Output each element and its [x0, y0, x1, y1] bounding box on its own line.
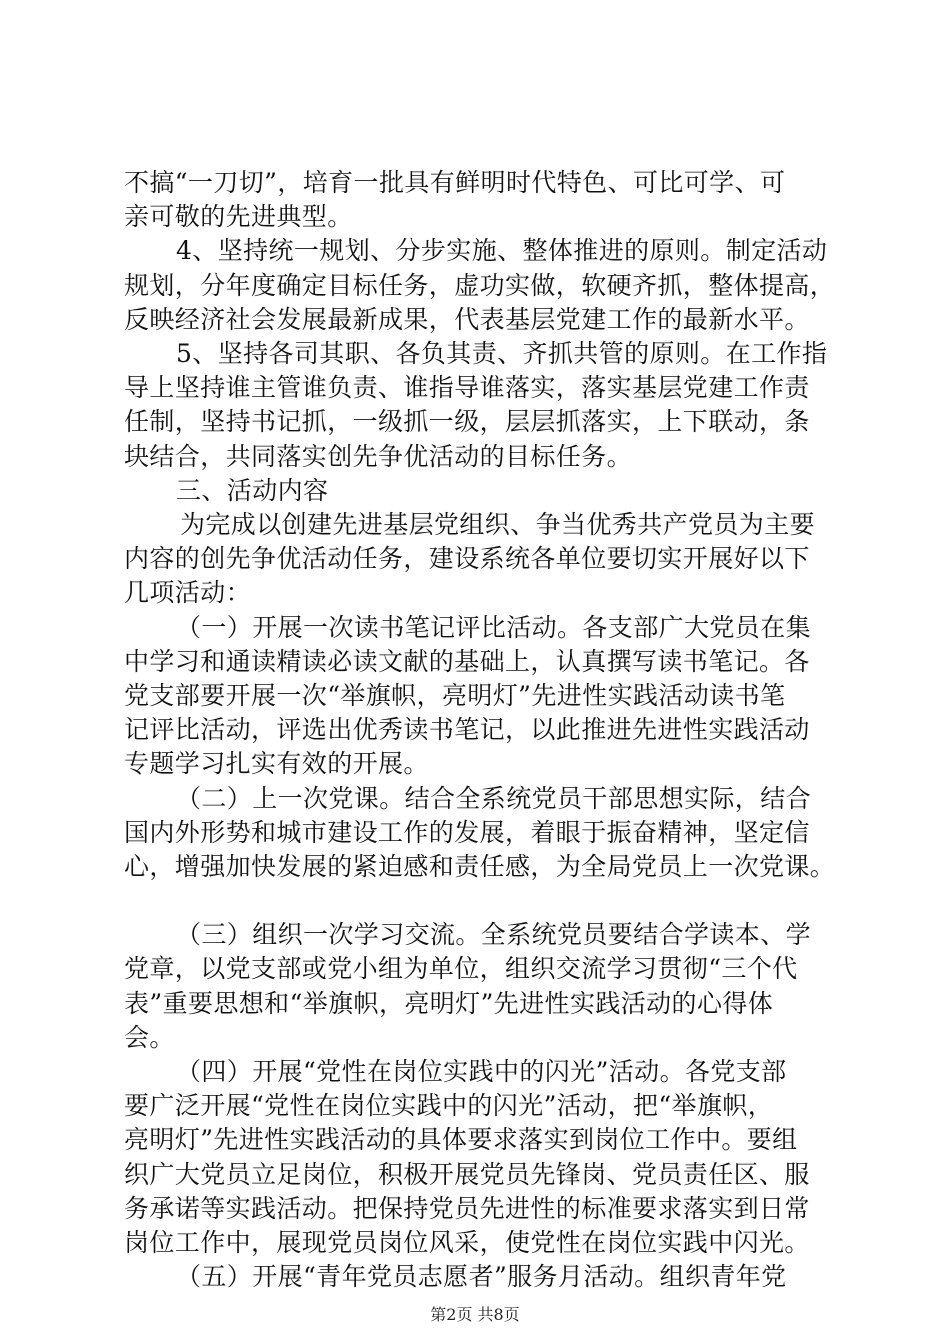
text-line: 亲可敬的先进典型。	[124, 202, 353, 232]
text-line: 要广泛开展“党性在岗位实践中的闪光”活动，把“举旗帜，	[124, 1091, 774, 1121]
text-line: 5、坚持各司其职、各负其责、齐抓共管的原则。在工作指	[176, 339, 828, 369]
text-line: 中学习和通读精读必读文献的基础上，认真撰写读书笔记。各	[124, 646, 810, 676]
text-line: 反映经济社会发展最新成果，代表基层党建工作的最新水平。	[124, 304, 810, 334]
text-line: 规划，分年度确定目标任务，虚功实做，软硬齐抓，整体提高，	[124, 270, 836, 300]
text-line: 亮明灯”先进性实践活动的具体要求落实到岗位工作中。要组	[124, 1125, 798, 1155]
text-line: 为完成以创建先进基层党组织、争当优秀共产党员为主要	[180, 510, 816, 540]
text-line: 会。	[124, 1022, 175, 1052]
text-line: （四）开展“党性在岗位实践中的闪光”活动。各党支部	[176, 1057, 787, 1087]
text-line: 记评比活动，评选出优秀读书笔记，以此推进先进性实践活动	[124, 715, 810, 745]
page-footer: 第2页 共8页	[430, 1305, 520, 1324]
document-body	[124, 166, 844, 1295]
text-line: 心，增强加快发展的紧迫感和责任感，为全局党员上一次党课。	[124, 852, 836, 882]
text-line: （一）开展一次读书笔记评比活动。各支部广大党员在集	[176, 612, 812, 642]
text-line: 内容的创先争优活动任务，建设系统各单位要切实开展好以下	[124, 544, 810, 574]
text-line: 织广大党员立足岗位，积极开展党员先锋岗、党员责任区、服	[124, 1159, 810, 1189]
text-line: （五）开展“青年党员志愿者”服务月活动。组织青年党	[176, 1262, 787, 1292]
text-line: 不搞“一刀切”，培育一批具有鲜明时代特色、可比可学、可	[124, 168, 786, 197]
text-line: 务承诺等实践活动。把保持党员先进性的标准要求落实到日常	[124, 1193, 810, 1223]
text-line: 块结合，共同落实创先争优活动的目标任务。	[124, 441, 633, 471]
text-line: 党支部要开展一次“举旗帜，亮明灯”先进性实践活动读书笔	[124, 681, 786, 711]
text-line: 表”重要思想和“举旗帜，亮明灯”先进性实践活动的心得体	[124, 988, 774, 1018]
text-line: 几项活动：	[124, 578, 252, 608]
text-line: （三）组织一次学习交流。全系统党员要结合学读本、学	[176, 920, 812, 950]
text-line: 国内外形势和城市建设工作的发展，着眼于振奋精神，坚定信	[124, 817, 810, 847]
text-line: 导上坚持谁主管谁负责、谁指导谁落实，落实基层党建工作责	[124, 373, 810, 403]
text-line: 岗位工作中，展现党员岗位风采，使党性在岗位实践中闪光。	[124, 1228, 810, 1258]
text-line: 任制，坚持书记抓，一级抓一级，层层抓落实，上下联动，条	[124, 407, 810, 437]
text-line: 4、坚持统一规划、分步实施、整体推进的原则。制定活动	[176, 236, 828, 266]
text-line: 三、活动内容	[176, 475, 329, 505]
blank-line	[124, 884, 844, 918]
text-line: （二）上一次党课。结合全系统党员干部思想实际，结合	[176, 783, 812, 813]
text-line: 党章，以党支部或党小组为单位，组织交流学习贯彻“三个代	[124, 954, 798, 984]
text-line: 专题学习扎实有效的开展。	[124, 749, 429, 779]
